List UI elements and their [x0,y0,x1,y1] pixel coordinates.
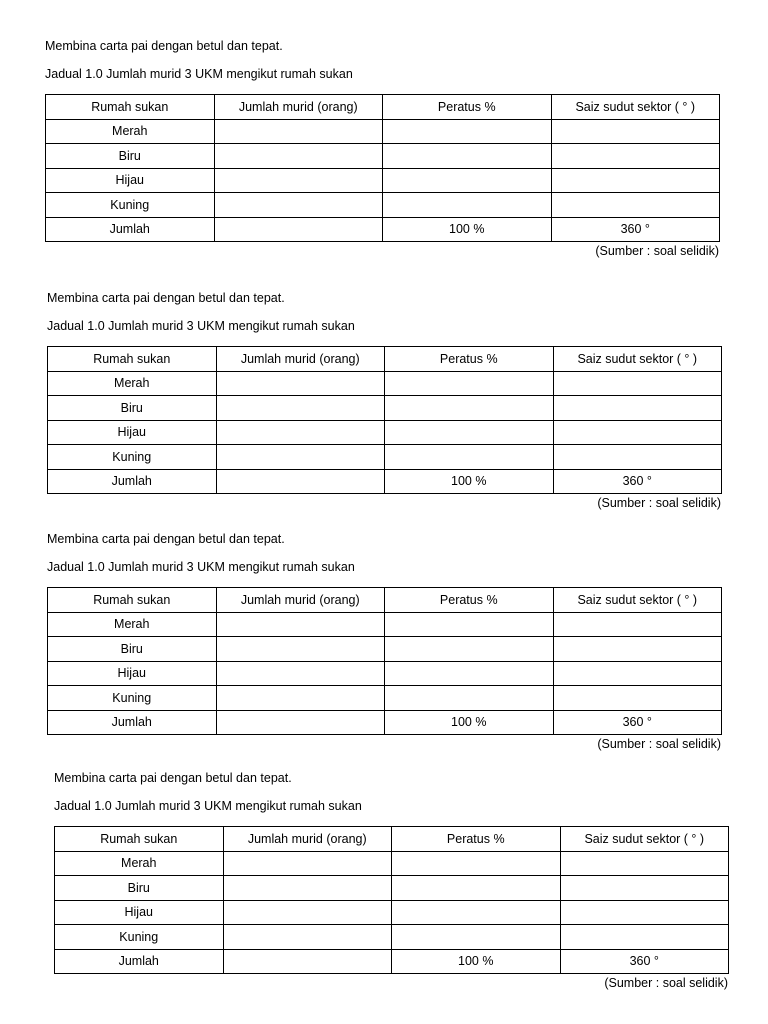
table-cell [385,637,554,662]
column-header: Peratus % [385,588,554,613]
table-cell [214,168,383,193]
table-cell [216,637,385,662]
row-label: Biru [48,637,217,662]
table-row [55,900,729,925]
table-cell [216,686,385,711]
table-caption: Jadual 1.0 Jumlah murid 3 UKM mengikut rumah sukan [47,560,355,574]
table-row [46,193,720,218]
table-cell: 100 % [383,217,552,242]
table-cell [392,876,561,901]
table-cell [551,119,720,144]
column-header: Peratus % [385,347,554,372]
table-cell [223,900,392,925]
row-label: Jumlah [48,710,217,735]
column-header: Rumah sukan [48,588,217,613]
column-header: Saiz sudut sektor ( ° ) [553,347,722,372]
table-row [48,371,722,396]
table-cell [223,949,392,974]
row-label: Hijau [55,900,224,925]
table-row [55,876,729,901]
table-cell [551,193,720,218]
table-cell: 360 ° [553,469,722,494]
table-cell [553,637,722,662]
table-caption: Jadual 1.0 Jumlah murid 3 UKM mengikut rumah sukan [54,799,362,813]
row-label: Biru [48,396,217,421]
table-row [48,612,722,637]
table-cell [551,144,720,169]
table-cell [216,612,385,637]
table-cell [223,851,392,876]
table-row [48,661,722,686]
row-label: Hijau [46,168,215,193]
data-table [45,94,720,242]
row-label: Merah [48,612,217,637]
instruction-text: Membina carta pai dengan betul dan tepat. [54,771,292,785]
table-row [48,445,722,470]
table-cell: 100 % [385,469,554,494]
table-row [46,119,720,144]
table-cell: 100 % [385,710,554,735]
column-header: Jumlah murid (orang) [223,827,392,852]
data-table [47,587,722,735]
data-table [54,826,729,974]
table-cell [216,661,385,686]
table-cell [383,144,552,169]
table-cell [216,469,385,494]
source-note: (Sumber : soal selidik) [595,244,719,258]
row-label: Kuning [48,686,217,711]
instruction-text: Membina carta pai dengan betul dan tepat. [47,532,285,546]
table-cell [223,876,392,901]
table-cell: 360 ° [560,949,729,974]
table-cell [214,144,383,169]
table-cell: 100 % [392,949,561,974]
table-row [48,710,722,735]
table-cell [553,371,722,396]
instruction-text: Membina carta pai dengan betul dan tepat. [45,39,283,53]
table-cell [216,710,385,735]
column-header: Peratus % [392,827,561,852]
table-row [55,851,729,876]
table-cell [560,900,729,925]
table-row [48,469,722,494]
table-cell [385,661,554,686]
table-header-row [46,95,720,120]
table-cell: 360 ° [553,710,722,735]
table-cell [214,119,383,144]
table-cell [560,876,729,901]
table-cell [553,445,722,470]
source-note: (Sumber : soal selidik) [604,976,728,990]
row-label: Biru [55,876,224,901]
table-cell [560,851,729,876]
row-label: Merah [48,371,217,396]
column-header: Rumah sukan [46,95,215,120]
table-cell [553,396,722,421]
table-cell [553,686,722,711]
table-header-row [48,347,722,372]
row-label: Hijau [48,420,217,445]
table-row [55,949,729,974]
table-row [46,168,720,193]
table-cell [385,686,554,711]
table-row [55,925,729,950]
table-cell [392,900,561,925]
table-row [46,144,720,169]
column-header: Jumlah murid (orang) [216,347,385,372]
table-cell [560,925,729,950]
source-note: (Sumber : soal selidik) [597,496,721,510]
table-cell [392,925,561,950]
row-label: Kuning [46,193,215,218]
table-cell [392,851,561,876]
table-row [46,217,720,242]
table-cell [385,396,554,421]
table-cell [216,371,385,396]
table-cell [216,445,385,470]
row-label: Kuning [48,445,217,470]
column-header: Rumah sukan [55,827,224,852]
row-label: Merah [55,851,224,876]
table-row [48,420,722,445]
table-cell [553,661,722,686]
table-caption: Jadual 1.0 Jumlah murid 3 UKM mengikut rumah sukan [47,319,355,333]
table-cell [385,612,554,637]
row-label: Hijau [48,661,217,686]
table-cell [214,193,383,218]
table-cell [383,168,552,193]
row-label: Kuning [55,925,224,950]
table-caption: Jadual 1.0 Jumlah murid 3 UKM mengikut rumah sukan [45,67,353,81]
column-header: Saiz sudut sektor ( ° ) [553,588,722,613]
table-cell [216,396,385,421]
table-cell [383,193,552,218]
table-cell [385,371,554,396]
table-cell [214,217,383,242]
column-header: Saiz sudut sektor ( ° ) [560,827,729,852]
table-cell [385,445,554,470]
instruction-text: Membina carta pai dengan betul dan tepat. [47,291,285,305]
column-header: Jumlah murid (orang) [214,95,383,120]
table-row [48,396,722,421]
table-cell [553,612,722,637]
row-label: Jumlah [48,469,217,494]
row-label: Jumlah [55,949,224,974]
table-row [48,637,722,662]
row-label: Biru [46,144,215,169]
column-header: Peratus % [383,95,552,120]
row-label: Merah [46,119,215,144]
table-cell [385,420,554,445]
data-table [47,346,722,494]
table-cell [383,119,552,144]
column-header: Jumlah murid (orang) [216,588,385,613]
table-cell [223,925,392,950]
column-header: Rumah sukan [48,347,217,372]
table-cell [553,420,722,445]
table-cell [551,168,720,193]
table-header-row [55,827,729,852]
table-cell [216,420,385,445]
table-header-row [48,588,722,613]
source-note: (Sumber : soal selidik) [597,737,721,751]
row-label: Jumlah [46,217,215,242]
column-header: Saiz sudut sektor ( ° ) [551,95,720,120]
table-cell: 360 ° [551,217,720,242]
table-row [48,686,722,711]
